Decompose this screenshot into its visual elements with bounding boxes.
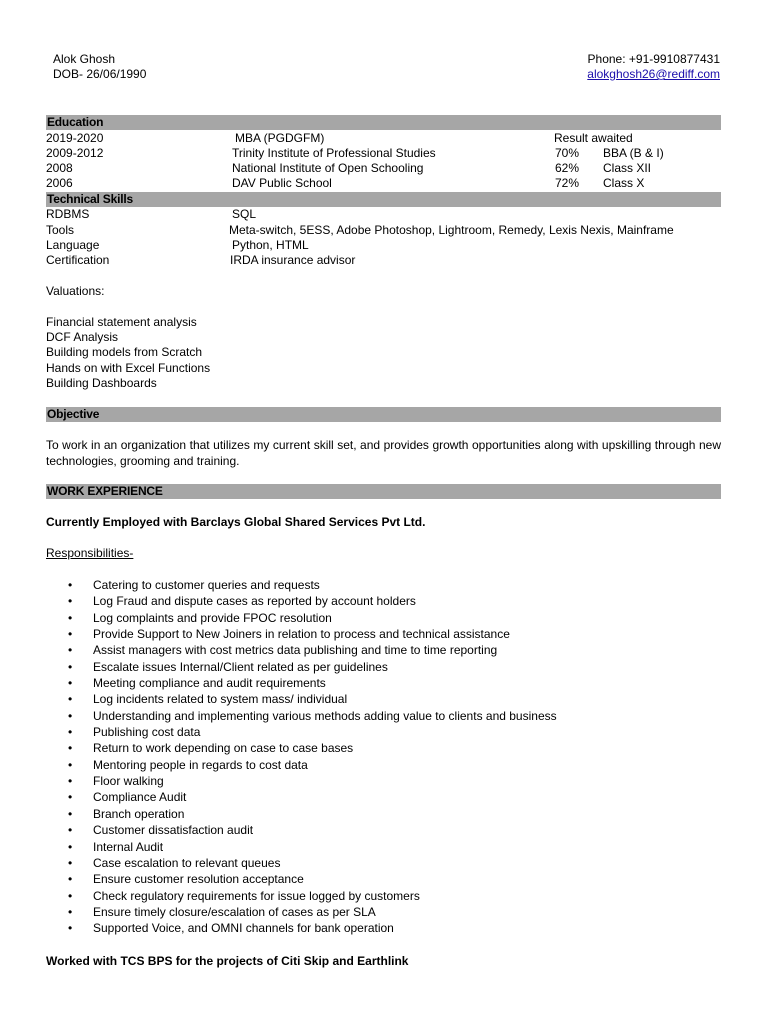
bullet-icon: • xyxy=(68,594,73,609)
list-item xyxy=(46,577,726,593)
list-item xyxy=(46,789,726,805)
education-institute: MBA (PGDGFM) xyxy=(235,131,325,145)
bullet-icon: • xyxy=(68,921,73,936)
skills-heading: Technical Skills xyxy=(47,192,133,206)
list-item xyxy=(46,773,726,789)
valuation-item: Hands on with Excel Functions xyxy=(46,361,211,375)
bullet-icon: • xyxy=(68,741,73,756)
education-course: Class XII xyxy=(603,161,652,175)
responsibility-text: Assist managers with cost metrics data publishing and time to time reporting xyxy=(93,643,498,658)
education-row xyxy=(46,161,721,176)
education-year: 2006 xyxy=(46,176,73,190)
bullet-icon: • xyxy=(68,692,73,707)
list-item xyxy=(46,888,726,904)
list-item xyxy=(46,626,726,642)
skill-row xyxy=(46,238,721,253)
list-item xyxy=(46,593,726,609)
responsibility-text: Ensure customer resolution acceptance xyxy=(93,872,304,887)
bullet-icon: • xyxy=(68,872,73,887)
skill-row xyxy=(46,207,721,222)
responsibility-text: Customer dissatisfaction audit xyxy=(93,823,254,838)
list-item xyxy=(46,920,726,936)
valuation-item: Building models from Scratch xyxy=(46,345,203,359)
valuation-item: Building Dashboards xyxy=(46,376,157,390)
phone-number: Phone: +91-9910877431 xyxy=(587,52,720,66)
bullet-icon: • xyxy=(68,725,73,740)
list-item xyxy=(46,659,726,675)
responsibilities-label: Responsibilities- xyxy=(46,546,134,560)
objective-heading-bar xyxy=(46,407,721,422)
education-year: 2009-2012 xyxy=(46,146,104,160)
list-item xyxy=(46,839,726,855)
skill-label: Certification xyxy=(46,253,110,267)
education-score: 62% xyxy=(555,161,580,175)
list-item xyxy=(46,708,726,724)
skill-value: Python, HTML xyxy=(232,238,309,252)
responsibility-text: Check regulatory requirements for issue logged by customers xyxy=(93,888,420,903)
bullet-icon: • xyxy=(68,757,73,772)
valuation-item: Financial statement analysis xyxy=(46,315,197,329)
responsibility-text: Log Fraud and dispute cases as reported by account holders xyxy=(93,594,416,609)
skill-label: Tools xyxy=(46,223,75,237)
list-item xyxy=(46,855,726,871)
education-row xyxy=(46,146,721,161)
current-employer: Currently Employed with Barclays Global Shared Services Pvt Ltd. xyxy=(46,515,426,529)
responsibility-text: Floor walking xyxy=(93,774,164,789)
education-course: BBA (B & I) xyxy=(603,146,664,160)
skill-value: SQL xyxy=(232,207,257,221)
skill-label: Language xyxy=(46,238,100,252)
bullet-icon: • xyxy=(68,790,73,805)
education-institute: DAV Public School xyxy=(232,176,332,190)
education-heading: Education xyxy=(47,115,104,129)
responsibility-text: Internal Audit xyxy=(93,839,164,854)
education-course: Class X xyxy=(603,176,645,190)
date-of-birth: DOB- 26/06/1990 xyxy=(53,67,147,81)
education-year: 2019-2020 xyxy=(46,131,104,145)
responsibility-text: Understanding and implementing various methods adding value to clients and business xyxy=(93,708,557,723)
bullet-icon: • xyxy=(68,888,73,903)
bullet-icon: • xyxy=(68,708,73,723)
responsibility-text: Case escalation to relevant queues xyxy=(93,855,281,870)
previous-employer: Worked with TCS BPS for the projects of Citi Skip and Earthlink xyxy=(46,954,409,968)
education-score: Result awaited xyxy=(554,131,633,145)
bullet-icon: • xyxy=(68,839,73,854)
bullet-icon: • xyxy=(68,578,73,592)
responsibility-text: Log complaints and provide FPOC resolution xyxy=(93,610,332,625)
list-item xyxy=(46,904,726,920)
skill-value: Meta-switch, 5ESS, Adobe Photoshop, Lightroom, Remedy, Lexis Nexis, Mainframe xyxy=(229,223,674,237)
responsibility-text: Branch operation xyxy=(93,806,185,821)
education-score: 70% xyxy=(555,146,580,160)
skill-label: RDBMS xyxy=(46,207,90,221)
skills-heading-bar xyxy=(46,192,721,207)
bullet-icon: • xyxy=(68,904,73,919)
bullet-icon: • xyxy=(68,823,73,838)
responsibility-text: Catering to customer queries and requests xyxy=(93,578,320,592)
list-item xyxy=(46,610,726,626)
skill-row xyxy=(46,223,721,238)
work-heading: WORK EXPERIENCE xyxy=(47,484,163,498)
bullet-icon: • xyxy=(68,643,73,658)
list-item xyxy=(46,822,726,838)
valuations-label: Valuations: xyxy=(46,284,105,298)
list-item xyxy=(46,675,726,691)
bullet-icon: • xyxy=(68,855,73,870)
responsibility-text: Mentoring people in regards to cost data xyxy=(93,757,308,772)
responsibility-text: Publishing cost data xyxy=(93,725,201,740)
bullet-icon: • xyxy=(68,610,73,625)
skill-row xyxy=(46,253,721,268)
candidate-name: Alok Ghosh xyxy=(53,52,116,66)
bullet-icon: • xyxy=(68,627,73,642)
bullet-icon: • xyxy=(68,774,73,789)
list-item xyxy=(46,871,726,887)
education-institute: National Institute of Open Schooling xyxy=(232,161,424,175)
list-item xyxy=(46,757,726,773)
responsibility-text: Compliance Audit xyxy=(93,790,187,805)
responsibility-text: Meeting compliance and audit requirements xyxy=(93,676,326,691)
skill-value: IRDA insurance advisor xyxy=(230,253,356,267)
list-item xyxy=(46,691,726,707)
valuation-item: DCF Analysis xyxy=(46,330,119,344)
responsibility-text: Provide Support to New Joiners in relation to process and technical assistance xyxy=(93,627,510,642)
responsibility-text: Escalate issues Internal/Client related as per guidelines xyxy=(93,659,388,674)
responsibility-text: Ensure timely closure/escalation of cases as per SLA xyxy=(93,904,376,919)
education-institute: Trinity Institute of Professional Studies xyxy=(232,146,436,160)
email-link[interactable]: alokghosh26@rediff.com xyxy=(587,67,720,81)
responsibility-text: Return to work depending on case to case bases xyxy=(93,741,354,756)
list-item xyxy=(46,806,726,822)
education-row xyxy=(46,176,721,191)
list-item xyxy=(46,740,726,756)
responsibilities-list xyxy=(46,577,726,937)
work-heading-bar xyxy=(46,484,721,499)
responsibility-text: Supported Voice, and OMNI channels for bank operation xyxy=(93,921,394,936)
education-score: 72% xyxy=(555,176,580,190)
list-item xyxy=(46,642,726,658)
education-row xyxy=(46,131,721,146)
objective-heading: Objective xyxy=(47,407,100,421)
bullet-icon: • xyxy=(68,806,73,821)
bullet-icon: • xyxy=(68,676,73,691)
list-item xyxy=(46,724,726,740)
objective-text: To work in an organization that utilizes my current skill set, and provides growth opportunities along with upskilling through new technologies, grooming and training. xyxy=(46,438,721,468)
education-year: 2008 xyxy=(46,161,73,175)
education-heading-bar xyxy=(46,115,721,130)
bullet-icon: • xyxy=(68,659,73,674)
responsibility-text: Log incidents related to system mass/ individual xyxy=(93,692,348,707)
